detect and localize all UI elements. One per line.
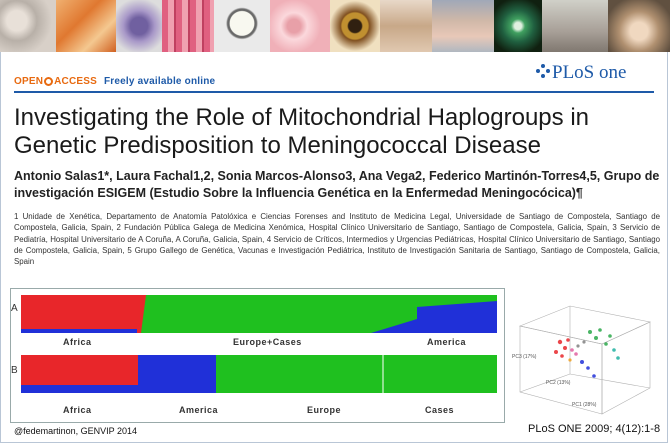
panel-b-america-green-tip [216, 355, 233, 393]
panel-b-label-europe: Europe [307, 405, 342, 415]
pca-cube-front [520, 326, 602, 414]
pca-point-green [604, 342, 608, 346]
pca-point-red [566, 338, 570, 342]
panel-a-label-europe-cases: Europe+Cases [233, 337, 302, 347]
pca-point-blue [580, 360, 584, 364]
pca-point-gray [576, 344, 579, 347]
pca-point-green [598, 328, 602, 332]
panel-b-africa-blue-base [21, 385, 138, 393]
panel-b-cases-green [383, 355, 497, 393]
author-list: Antonio Salas1*, Laura Fachal1,2, Sonia Marcos-Alonso3, Ana Vega2, Federico Martinón-Torres4,5, Grupo de investigación ESIGEM (Estudio Sobre la Influencia Genética en la Enfermedad Meningocócica)¶ [14, 169, 660, 200]
journal-citation: PLoS ONE 2009; 4(12):1-8 [528, 423, 661, 435]
journal-logo [552, 62, 626, 84]
pca-axis-pc3: PC2 (13%) [546, 380, 571, 386]
thumbnail-bacteria [56, 0, 116, 52]
panel-b-label-africa: Africa [63, 405, 92, 415]
thumbnail-virus [330, 0, 380, 52]
pca-cube-top [520, 306, 650, 344]
panel-b-label-cases: Cases [425, 405, 455, 415]
pca-point-red [558, 340, 562, 344]
paper-title: Investigating the Role of Mitochondrial Haplogroups in Genetic Predisposition to Meningococcal Disease [14, 104, 590, 159]
pca-point-red [554, 350, 558, 354]
author-credit: @fedemartinon, GENVIP 2014 [14, 426, 138, 436]
access-label: ACCESS [54, 76, 98, 87]
freely-available-label: Freely available online [104, 76, 216, 87]
header-rule [14, 91, 654, 93]
panel-b-europe-green [233, 355, 383, 393]
pca-axis-pc2: PC3 (17%) [512, 354, 537, 360]
journal-logo-text: PLoS one [552, 62, 627, 83]
pca-3d-plot [510, 292, 660, 420]
pca-point-green [594, 336, 598, 340]
open-access-banner [14, 76, 215, 87]
panel-a-label-america: America [427, 337, 467, 347]
pca-point-blue [592, 374, 596, 378]
panel-a-letter: A [11, 303, 18, 314]
panel-a-africa-blue-strip [21, 329, 137, 333]
structure-bars-svg [11, 289, 504, 422]
thumbnail-ward [542, 0, 608, 52]
thumbnail-molecule [494, 0, 542, 52]
thumbnail-patient [432, 0, 494, 52]
thumbnail-child [608, 0, 670, 52]
panel-a-label-africa: Africa [63, 337, 92, 347]
panel-a-africa-red [21, 295, 137, 333]
panel-b-label-america: America [179, 405, 219, 415]
pca-axis-pc1: PC1 (28%) [572, 402, 597, 408]
structure-barplot-figure [10, 288, 505, 423]
open-access-lock-icon [44, 77, 53, 86]
thumbnail-cell [116, 0, 162, 52]
pca-point-red [560, 354, 564, 358]
pca-point-orange [568, 358, 571, 361]
pca-point-red [563, 346, 567, 350]
pca-point-teal [612, 348, 616, 352]
pca-point-blue [586, 366, 590, 370]
thumbnail-skin [380, 0, 432, 52]
thumbnail-blood-cells [270, 0, 330, 52]
pca-point-green [608, 334, 612, 338]
affiliations: 1 Unidade de Xenética, Departamento de Anatomía Patolóxica e Ciencias Forenses and Instituto de Medicina Legal, Universidade de Santiago de Compostela, Santiago de Compostela, Galicia, Spain, 2 Fundación Pública Galega de Medicina Xenómica, Hospital Clínico Universitario de Santiago, Santiago de Compostela, Galicia, Spain, 3 Servicio de Pediatría, Hospital Universitario de A Coruña, A Coruña, Galicia, Spain, 4 Servicio de Críticos, Intermedios y Urgencias Pediátricas, Hospital Clínico Universitario de Santiago, Santiago de Compostela, Galicia, Spain, 5 Grupo Gallego de Genética, Vacunas e Investigación Pediátrica, Instituto de Investigación Sanitaria de Santiago, Santiago de Compostela, Galicia, Spain [14, 212, 660, 267]
pca-cube-floor-right [570, 374, 650, 388]
pca-point-green [588, 330, 592, 334]
pca-point-pink [574, 352, 578, 356]
panel-a-europe-green [137, 295, 417, 333]
thumbnail-organism [214, 0, 270, 52]
image-strip [0, 0, 670, 52]
thumbnail-micrograph [0, 0, 56, 52]
pca-point-teal [616, 356, 620, 360]
open-label: OPEN [14, 76, 44, 87]
panel-b-letter: B [11, 365, 18, 376]
pca-point-pink [570, 348, 574, 352]
thumbnail-tissue [162, 0, 214, 52]
plos-dots-icon [536, 64, 550, 78]
pca-point-gray [582, 340, 585, 343]
